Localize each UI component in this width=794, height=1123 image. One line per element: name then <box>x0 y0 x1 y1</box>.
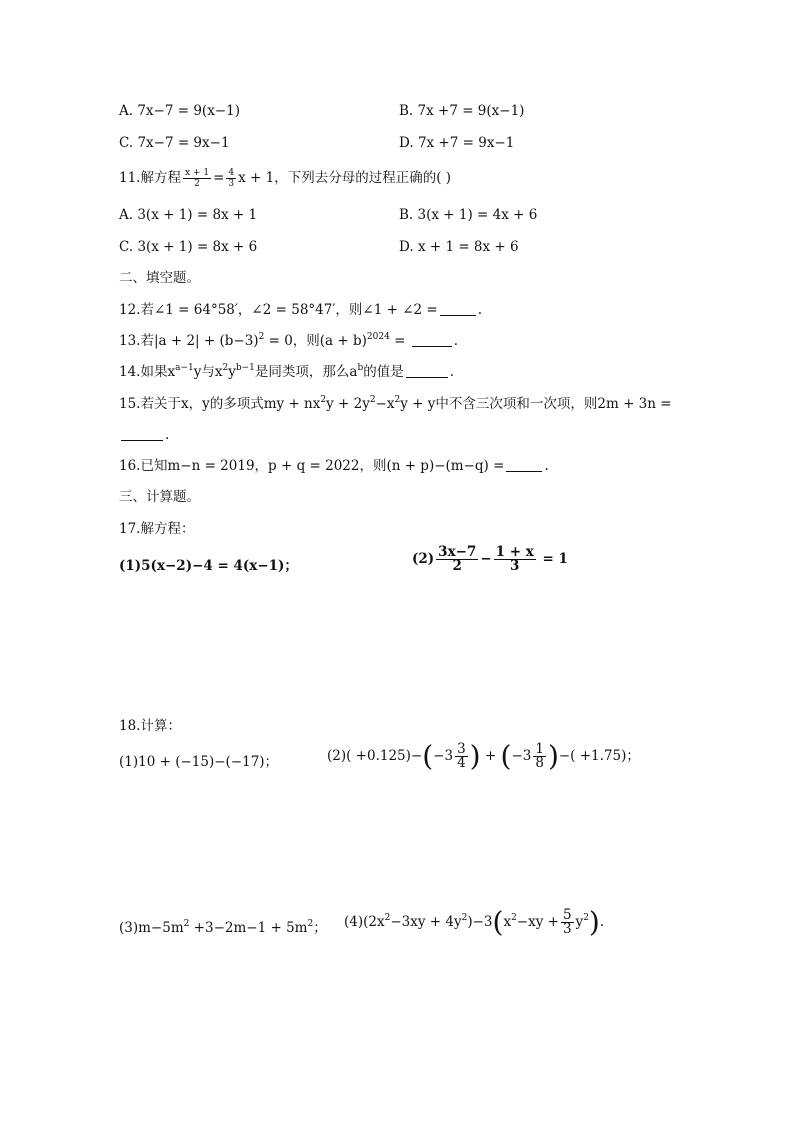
mixed-number-fraction <box>533 743 546 770</box>
fraction-numerator: 3 <box>457 741 466 757</box>
option-label: D. <box>399 135 414 151</box>
q10-option-d <box>399 133 514 153</box>
q18-p3-text: +3−2m−1 + 5m <box>189 920 308 936</box>
q10-option-c <box>119 133 230 153</box>
option-label: C. <box>119 135 134 151</box>
exponent: a−1 <box>175 363 194 373</box>
fraction-denominator: 8 <box>535 755 544 771</box>
option-text: 7x +7 = 9(x−1) <box>417 103 525 119</box>
minus-sign: − <box>480 551 492 567</box>
exponent: 2 <box>461 913 468 923</box>
q11-suffix: x + 1，下列去分母的过程正确的( ) <box>238 170 452 186</box>
q18-part-4 <box>344 905 605 939</box>
fraction-numerator: 1 + x <box>495 544 534 560</box>
exponent: 2 <box>394 395 401 405</box>
option-text: x + 1 = 8x + 6 <box>417 239 519 255</box>
answer-blank[interactable] <box>440 303 476 316</box>
q11-option-d <box>399 237 519 257</box>
option-text: 7x +7 = 9x−1 <box>417 135 515 151</box>
mixed-number-fraction <box>455 743 468 770</box>
right-paren: ) <box>547 739 559 773</box>
period: . <box>477 302 482 318</box>
fraction-numerator: x + 1 <box>184 168 210 178</box>
q14-text: y与x <box>193 364 223 380</box>
answer-blank[interactable] <box>412 334 452 347</box>
q18-p4-fraction <box>561 909 574 936</box>
fraction-denominator: 2 <box>194 179 200 189</box>
q18-p4-text: )−3 <box>467 914 493 930</box>
option-label: A. <box>119 103 134 119</box>
q15-text: −x <box>375 396 395 412</box>
left-paren: ( <box>422 739 434 773</box>
right-paren: ) <box>469 739 481 773</box>
q13 <box>119 331 458 351</box>
option-text: 3(x + 1) = 4x + 6 <box>417 207 538 223</box>
answer-blank[interactable] <box>121 428 163 441</box>
q15-text: 15.若关于x，y的多项式my + nx <box>119 396 321 412</box>
q15-continuation <box>119 425 169 445</box>
exponent: b−1 <box>235 363 255 373</box>
right-paren: ) <box>588 905 600 939</box>
q18-p4-text: y <box>575 914 584 930</box>
part-label: (2) <box>412 551 435 567</box>
q17-title: 17.解方程： <box>119 521 195 537</box>
q15 <box>119 394 672 414</box>
q11-stem <box>119 168 451 189</box>
q14-text: 14.如果x <box>119 364 176 380</box>
period: . <box>165 427 170 443</box>
q17-part-1: (1)5(x−2)−4 = 4(x−1)； <box>119 558 298 574</box>
q18-p4-text: −3xy + 4y <box>390 914 462 930</box>
q11-fraction-2 <box>226 168 236 189</box>
period: . <box>544 458 549 474</box>
q17-fraction-2 <box>494 546 536 573</box>
left-paren: ( <box>492 905 504 939</box>
q11-option-c <box>119 237 257 257</box>
q18-part-3 <box>119 918 327 938</box>
q18-p4-text: x <box>503 914 512 930</box>
exponent: 2 <box>320 395 327 405</box>
q12-text: 12.若∠1 = 64°58′，∠2 = 58°47′，则∠1 + ∠2 = <box>119 302 438 318</box>
plus-sign: + <box>484 748 497 764</box>
q11-option-a <box>119 205 257 225</box>
option-text: 3(x + 1) = 8x + 1 <box>137 207 258 223</box>
q15-text: y + y中不含三次项和一次项，则2m + 3n = <box>400 396 672 412</box>
answer-blank[interactable] <box>406 365 448 378</box>
q16-text: 16.已知m−n = 2019，p + q = 2022，则(n + p)−(m−q) = <box>119 458 505 474</box>
q13-text: 13.若|a + 2| + (b−3) <box>119 333 259 349</box>
exponent: 2 <box>511 913 517 923</box>
q18-title: 18.计算： <box>119 718 181 734</box>
left-paren: ( <box>500 739 512 773</box>
exponent: 2 <box>583 913 589 923</box>
fraction-denominator: 3 <box>510 558 520 574</box>
answer-blank[interactable] <box>506 459 542 472</box>
q18-p4-text: (4)(2x <box>344 914 385 930</box>
q17-part-2 <box>412 546 568 573</box>
q18-p3-text: ； <box>313 920 327 936</box>
period: . <box>599 914 605 930</box>
q18-part-1: (1)10 + (−15)−(−17)； <box>119 754 279 770</box>
period: . <box>449 364 455 380</box>
option-label: D. <box>399 239 414 255</box>
q14-text: 是同类项，那么a <box>254 364 358 380</box>
option-text: 3(x + 1) = 8x + 6 <box>137 239 258 255</box>
q18-p4-text: −xy + <box>516 914 559 930</box>
option-label: A. <box>119 207 134 223</box>
fraction-denominator: 4 <box>457 755 466 771</box>
q11-option-b <box>399 205 537 225</box>
option-label: C. <box>119 239 134 255</box>
exponent: 2 <box>258 332 265 342</box>
q10-option-a <box>119 101 240 121</box>
option-text: 7x−7 = 9x−1 <box>137 135 230 151</box>
fraction-numerator: 4 <box>228 168 235 178</box>
exponent: 2 <box>384 913 391 923</box>
q18-p3-text: (3)m−5m <box>119 920 184 936</box>
q12 <box>119 300 482 320</box>
section-calculation-heading: 三、计算题。 <box>119 489 200 505</box>
q17-fraction-1 <box>436 546 478 573</box>
q11-fraction-1 <box>183 168 211 189</box>
option-label: B. <box>399 103 414 119</box>
period: . <box>453 333 459 349</box>
q18-part-2 <box>327 739 640 773</box>
fraction-denominator: 2 <box>452 558 462 574</box>
exponent: 2 <box>307 919 314 929</box>
equals-sign: = <box>213 170 225 186</box>
q16 <box>119 456 549 476</box>
q17-rhs: = 1 <box>542 551 568 567</box>
q14-text: y <box>228 364 236 380</box>
q18-p2-text: (2)( +0.125)− <box>327 748 423 764</box>
fraction-numerator: 5 <box>562 907 572 923</box>
fraction-numerator: 1 <box>535 741 544 757</box>
q18-p2-text: −( +1.75)； <box>558 748 640 764</box>
option-text: 7x−7 = 9(x−1) <box>137 103 240 119</box>
fraction-denominator: 3 <box>228 179 235 189</box>
exponent: b <box>357 363 364 373</box>
exponent: 2 <box>183 919 190 929</box>
mixed-number-whole: −3 <box>433 748 454 764</box>
q11-prefix: 11.解方程 <box>119 170 181 186</box>
section-fill-in-heading: 二、填空题。 <box>119 270 200 286</box>
q15-text: y + 2y <box>326 396 370 412</box>
fraction-numerator: 3x−7 <box>438 544 477 560</box>
mixed-number-whole: −3 <box>511 748 532 764</box>
q10-option-b <box>399 101 524 121</box>
fraction-denominator: 3 <box>562 921 572 937</box>
exponent: 2 <box>222 363 229 373</box>
q13-text: = <box>389 333 406 349</box>
q13-text: = 0，则(a + b) <box>264 333 367 349</box>
option-label: B. <box>399 207 414 223</box>
exponent: 2 <box>369 395 376 405</box>
q14-text: 的值是 <box>363 364 404 380</box>
exponent: 2024 <box>366 332 390 342</box>
q14 <box>119 362 454 382</box>
